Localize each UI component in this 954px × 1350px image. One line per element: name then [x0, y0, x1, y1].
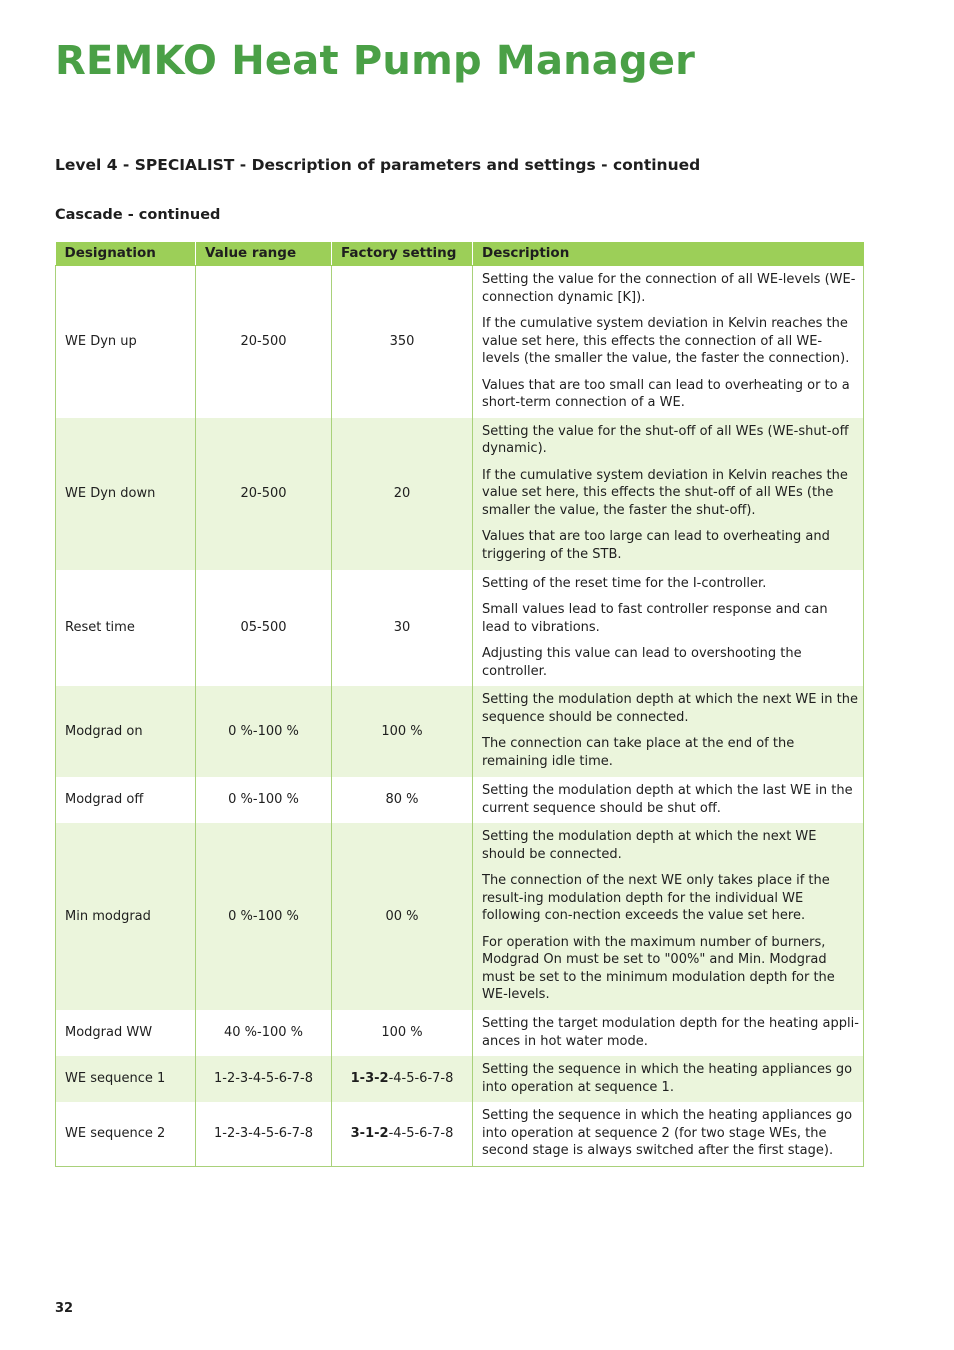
factory-setting-cell [332, 1056, 473, 1102]
table-row [56, 1102, 864, 1166]
value-range-cell: 05-500 [196, 570, 332, 687]
description-paragraph: Setting the modulation depth at which the next WE should be connected. [482, 829, 817, 862]
factory-setting-cell [332, 570, 473, 687]
table-header-row [56, 242, 864, 266]
factory-setting-cell [332, 418, 473, 570]
factory-setting-bold: 3-1-2 [350, 1126, 389, 1141]
column-header-value-range: Value range [196, 242, 332, 266]
value-range-cell: 0 %-100 % [196, 823, 332, 1010]
description-cell [473, 418, 864, 570]
table-row [56, 570, 864, 687]
description-cell [473, 1056, 864, 1102]
factory-setting-cell [332, 777, 473, 823]
description-paragraph: Setting the modulation depth at which the last WE in the current sequence should be shut off. [482, 783, 853, 816]
column-header-designation: Designation [56, 242, 196, 266]
table-row [56, 777, 864, 823]
value-range-cell: 1-2-3-4-5-6-7-8 [196, 1056, 332, 1102]
description-paragraph: Setting the sequence in which the heating appliances go into operation at sequence 2 (for two stage WEs, the second stage is always switched after the first stage). [482, 1108, 853, 1158]
description-paragraph: Setting the modulation depth at which the next WE in the sequence should be connected. [482, 692, 858, 725]
table-row [56, 266, 864, 418]
value-range-cell: 1-2-3-4-5-6-7-8 [196, 1102, 332, 1166]
designation-cell: Reset time [56, 570, 196, 687]
designation-cell: WE Dyn down [56, 418, 196, 570]
description-cell [473, 686, 864, 777]
factory-setting-value: 350 [389, 334, 415, 349]
table-row [56, 418, 864, 570]
column-header-factory-setting: Factory setting [332, 242, 473, 266]
table-row [56, 1056, 864, 1102]
description-paragraph: The connection can take place at the end of the remaining idle time. [482, 736, 795, 769]
description-paragraph: Setting the value for the connection of all WE-levels (WE-connection dynamic [K]). [482, 272, 856, 305]
description-cell [473, 823, 864, 1010]
factory-setting-value: 100 % [381, 723, 423, 739]
factory-setting-bold: 1-3-2 [350, 1071, 389, 1087]
description-paragraph: Adjusting this value can lead to overshooting the controller. [482, 646, 802, 679]
sub-heading: Cascade - continued [55, 207, 221, 223]
factory-setting-value: 100 % [381, 1025, 423, 1041]
page-number: 32 [55, 1301, 74, 1316]
value-range-cell: 0 %-100 % [196, 686, 332, 777]
designation-cell: WE Dyn up [56, 266, 196, 418]
description-paragraph: If the cumulative system deviation in Kelvin reaches the value set here, this effects the connection of all WE-levels (the smaller the value, the faster the connection). [482, 316, 850, 366]
parameters-table [55, 242, 864, 1167]
factory-setting-value: 80 % [385, 792, 419, 808]
table-row [56, 686, 864, 777]
factory-setting-value: -4-5-6-7-8 [388, 1071, 454, 1087]
factory-setting-cell [332, 266, 473, 418]
designation-cell: Modgrad on [56, 686, 196, 777]
description-cell [473, 777, 864, 823]
designation-cell: WE sequence 1 [56, 1056, 196, 1102]
designation-cell: Modgrad WW [56, 1010, 196, 1056]
designation-cell: WE sequence 2 [56, 1102, 196, 1166]
table-row [56, 1010, 864, 1056]
description-paragraph: If the cumulative system deviation in Kelvin reaches the value set here, this effects the shut-off of all WEs (the smaller the value, the faster the shut-off). [482, 467, 848, 518]
table-row [56, 823, 864, 1010]
description-paragraph: Setting the target modulation depth for the heating appli-ances in hot water mode. [482, 1016, 859, 1049]
description-paragraph: Setting the value for the shut-off of all WEs (WE-shut-off dynamic). [482, 423, 849, 456]
description-paragraph: Setting the sequence in which the heating appliances go into operation at sequence 1. [482, 1062, 853, 1095]
page-title: REMKO Heat Pump Manager [55, 38, 696, 84]
factory-setting-value: -4-5-6-7-8 [388, 1126, 454, 1141]
value-range-cell: 20-500 [196, 418, 332, 570]
value-range-cell: 40 %-100 % [196, 1010, 332, 1056]
description-paragraph: Values that are too large can lead to overheating and triggering of the STB. [482, 529, 830, 562]
description-cell [473, 1102, 864, 1166]
section-heading: Level 4 - SPECIALIST - Description of parameters and settings - continued [55, 156, 701, 174]
factory-setting-value: 30 [393, 620, 411, 635]
description-paragraph: The connection of the next WE only takes place if the result-ing modulation depth for the individual WE following con-nection exceeds the value set here. [482, 873, 830, 923]
factory-setting-cell [332, 1102, 473, 1166]
description-cell [473, 266, 864, 418]
description-paragraph: Small values lead to fast controller response and can lead to vibrations. [482, 602, 828, 635]
factory-setting-cell [332, 823, 473, 1010]
column-header-description: Description [473, 242, 864, 266]
designation-cell: Modgrad off [56, 777, 196, 823]
value-range-cell: 20-500 [196, 266, 332, 418]
description-cell [473, 570, 864, 687]
factory-setting-value: 00 % [385, 908, 419, 924]
description-cell [473, 1010, 864, 1056]
description-paragraph: Values that are too small can lead to overheating or to a short-term connection of a WE. [482, 377, 850, 410]
factory-setting-cell [332, 686, 473, 777]
value-range-cell: 0 %-100 % [196, 777, 332, 823]
description-paragraph: Setting of the reset time for the I-controller. [482, 575, 767, 591]
designation-cell: Min modgrad [56, 823, 196, 1010]
factory-setting-cell [332, 1010, 473, 1056]
factory-setting-value: 20 [393, 485, 411, 501]
description-paragraph: For operation with the maximum number of burners, Modgrad On must be set to "00%" and Min. Modgrad must be set to the minimum modulation depth for the WE-levels. [482, 934, 835, 1002]
